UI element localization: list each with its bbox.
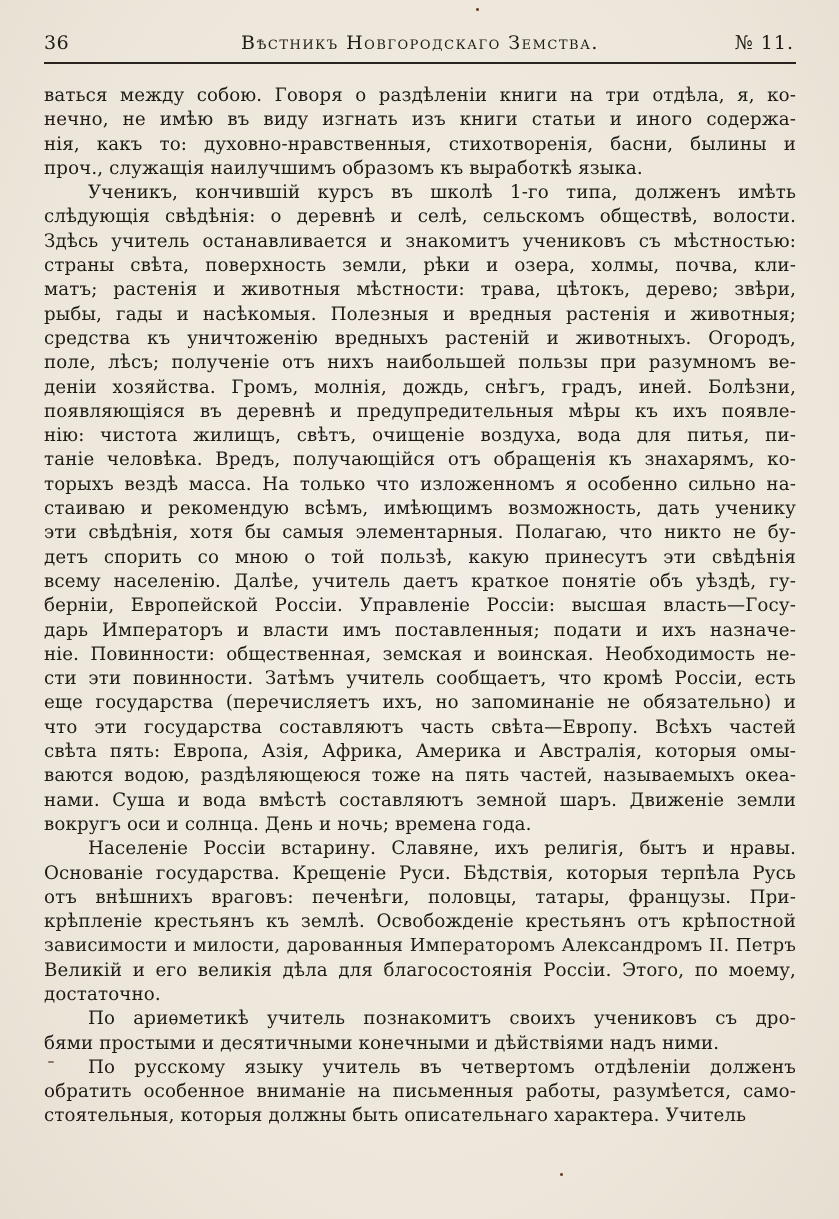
page-header [44, 30, 796, 64]
page-number: 36 [44, 32, 70, 54]
text-line: зависимости и милости, дарованныя Императоромъ Александромъ II. Петръ [44, 935, 796, 957]
text-line: достаточно. [44, 983, 161, 1005]
text-line: По русскому языку учитель въ четвертомъ отдѣленіи долженъ [88, 1056, 796, 1078]
text-line: Здѣсь учитель останавливается и знакомитъ учениковъ съ мѣстностью: [44, 230, 796, 252]
text-line: стоятельныя, которыя должны быть описательнаго характера. Учитель [44, 1105, 747, 1127]
text-line: По ариѳметикѣ учитель познакомитъ своихъ учениковъ съ дро- [88, 1008, 796, 1030]
text-line: свѣта пять: Европа, Азія, Африка, Америка и Австралія, которыя омы- [44, 741, 796, 763]
text-line: что эти государства составляютъ часть свѣта—Европу. Всѣхъ частей [44, 716, 796, 738]
issue-number: № 11. [734, 32, 794, 54]
text-line: Великій и его великія дѣла для благосостоянія Россіи. Этого, по моему, [44, 959, 796, 981]
text-line: всему населенію. Далѣе, учитель даетъ краткое понятіе объ уѣздѣ, гу- [44, 570, 796, 592]
text-line: сти эти повинности. Затѣмъ учитель сообщаетъ, что кромѣ Россіи, есть [44, 668, 796, 690]
text-line: Ученикъ, кончившій курсъ въ школѣ 1-го типа, долженъ имѣть [88, 182, 796, 204]
text-line: отъ внѣшнихъ враговъ: печенѣги, половцы, татары, французы. При- [44, 886, 796, 908]
print-speck [48, 1061, 54, 1063]
print-speck [560, 1173, 563, 1176]
paragraph [44, 837, 796, 1007]
paragraph [44, 84, 796, 181]
text-line: дарь Императоръ и власти имъ поставленныя; подати и ихъ назначе- [44, 619, 796, 641]
text-line: появляющіяся въ деревнѣ и предупредительныя мѣры къ ихъ появле- [44, 400, 796, 422]
text-line: берніи, Европейской Россіи. Управленіе Россіи: высшая власть—Госу- [44, 595, 796, 617]
running-title: Вѣстникъ Новгородскаго Земства. [241, 32, 599, 54]
text-line: средства къ уничтоженію вредныхъ растеній и животныхъ. Огородъ, [44, 327, 796, 349]
text-line: таніе человѣка. Вредъ, получающійся отъ обращенія къ знахарямъ, ко- [44, 449, 796, 471]
text-line: бями простыми и десятичными конечными и дѣйствіями надъ ними. [44, 1032, 720, 1054]
text-line: нечно, не имѣю въ виду изгнать изъ книги статьи и иного содержа- [44, 109, 796, 131]
text-line: торыхъ вездѣ масса. На только что изложенномъ я особенно сильно на- [44, 473, 796, 495]
text-line: ваются водою, раздѣляющеюся тоже на пять частей, называемыхъ океа- [44, 765, 796, 787]
text-line: детъ спорить со мною о той пользѣ, какую принесутъ эти свѣдѣнія [44, 546, 796, 568]
text-line: эти свѣдѣнія, хотя бы самыя элементарныя. Полагаю, что никто не бу- [44, 522, 796, 544]
text-line: проч., служащія наилучшимъ образомъ къ выработкѣ языка. [44, 157, 643, 179]
paragraph [44, 181, 796, 837]
text-line: стаиваю и рекомендую всѣмъ, имѣющимъ возможность, дать ученику [44, 498, 796, 520]
text-line: ніе. Повинности: общественная, земская и воинская. Необходимость не- [44, 643, 796, 665]
text-line: поле, лѣсъ; полученіе отъ нихъ наибольшей пользы при разумномъ ве- [44, 352, 796, 374]
text-line: Населеніе Россіи встарину. Славяне, ихъ религія, бытъ и нравы. [88, 838, 796, 860]
body-text [44, 84, 796, 1129]
paragraph [44, 1056, 796, 1129]
text-line: обратить особенное вниманіе на письменныя работы, разумѣется, само- [44, 1081, 796, 1103]
text-line: вокругъ оси и солнца. День и ночь; времена года. [44, 813, 532, 835]
text-line: крѣпленіе крестьянъ къ землѣ. Освобожденіе крестьянъ отъ крѣпостной [44, 911, 796, 933]
text-line: слѣдующія свѣдѣнія: о деревнѣ и селѣ, сельскомъ обществѣ, волости. [44, 206, 796, 228]
text-line: Основаніе государства. Крещеніе Руси. Бѣдствія, которыя терпѣла Русь [44, 862, 796, 884]
text-line: нами. Суша и вода вмѣстѣ составляютъ земной шаръ. Движеніе земли [44, 789, 796, 811]
text-line: рыбы, гады и насѣкомыя. Полезныя и вредныя растенія и животныя; [44, 303, 796, 325]
paragraph [44, 1007, 796, 1056]
text-line: деніи хозяйства. Громъ, молнія, дождь, снѣгъ, градъ, иней. Болѣзни, [44, 376, 796, 398]
text-line: страны свѣта, поверхность земли, рѣки и озера, холмы, почва, кли- [44, 255, 796, 277]
text-line: матъ; растенія и животныя мѣстности: трава, цѣтокъ, дерево; звѣри, [44, 279, 796, 301]
text-line: ваться между собою. Говоря о раздѣленіи книги на три отдѣла, я, ко- [44, 85, 796, 106]
text-line: еще государства (перечисляетъ ихъ, но запоминаніе не обязательно) и [44, 692, 796, 714]
text-line: нію: чистота жилищъ, свѣтъ, очищеніе воздуха, вода для питья, пи- [44, 425, 796, 447]
print-speck [476, 8, 479, 11]
text-line: нія, какъ то: духовно-нравственныя, стихотворенія, басни, былины и [44, 133, 796, 155]
